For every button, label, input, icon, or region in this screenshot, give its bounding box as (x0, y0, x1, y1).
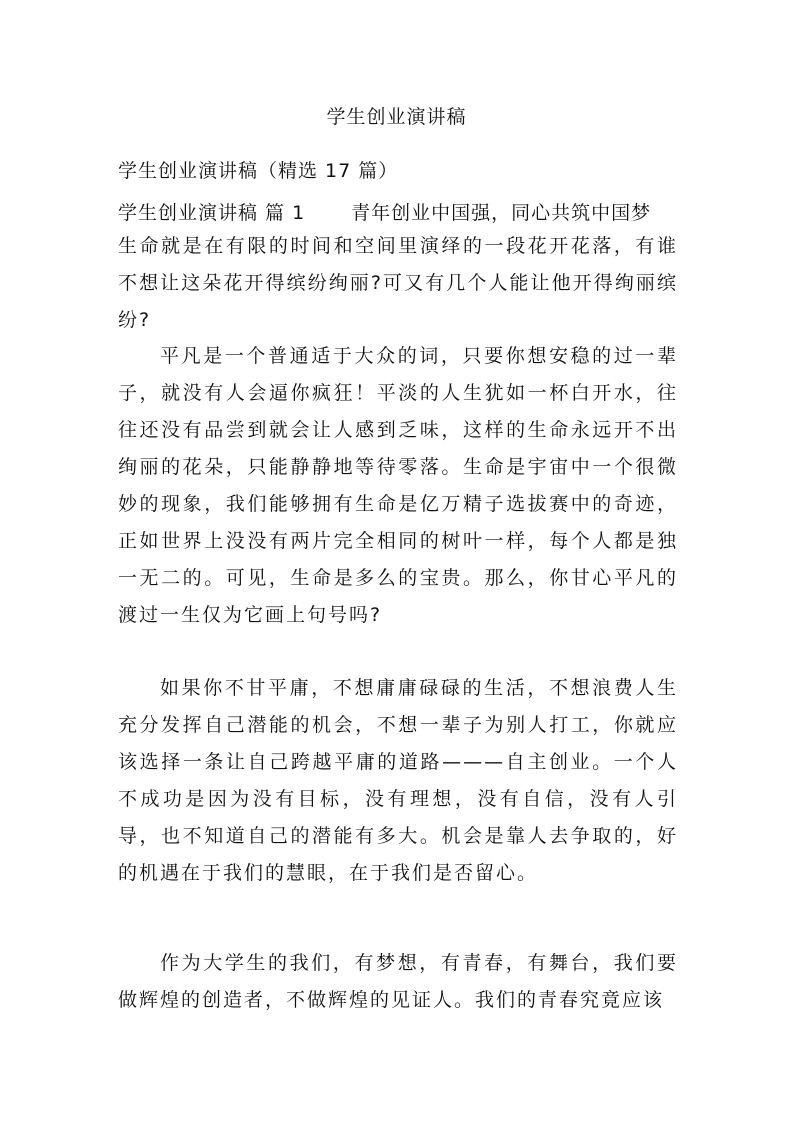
paragraph-2: 平凡是一个普通适于大众的词，只要你想安稳的过一辈子，就没有人会逼你疯狂！平淡的人生犹如一杯白开水，往往还没有品尝到就会让人感到乏味，这样的生命永远开不出绚丽的花朵，只能静静地等待零落。生命是宇宙中一个很微妙的现象，我们能够拥有生命是亿万精子选拔赛中的奇迹，正如世界上没没有两片完全相同的树叶一样，每个人都是独一无二的。可见，生命是多么的宝贵。那么，你甘心平凡的渡过一生仅为它画上句号吗? (118, 345, 678, 626)
section-label: 学生创业演讲稿 篇 1 (118, 202, 306, 224)
document-title: 学生创业演讲稿 (326, 106, 467, 128)
section-heading: 青年创业中国强，同心共筑中国梦 (351, 202, 652, 224)
paragraph-3: 如果你不甘平庸，不想庸庸碌碌的生活，不想浪费人生充分发挥自己潜能的机会，不想一辈子为别人打工，你就应该选择一条让自己跨越平庸的道路———自主创业。一个人不成功是因为没有目标，没有理想，没有自信，没有人引导，也不知道自己的潜能有多大。机会是靠人去争取的，好的机遇在于我们的慧眼，在于我们是否留心。 (118, 677, 678, 884)
document-subtitle: 学生创业演讲稿（精选 17 篇） (118, 160, 399, 182)
paragraph-1: 生命就是在有限的时间和空间里演绎的一段花开花落，有谁不想让这朵花开得缤纷绚丽?可又有几个人能让他开得绚丽缤纷? (118, 235, 678, 331)
paragraph-4: 作为大学生的我们，有梦想，有青春，有舞台，我们要做辉煌的创造者，不做辉煌的见证人。我们的青春究竟应该 (118, 952, 678, 1011)
section-heading-line (118, 199, 651, 227)
